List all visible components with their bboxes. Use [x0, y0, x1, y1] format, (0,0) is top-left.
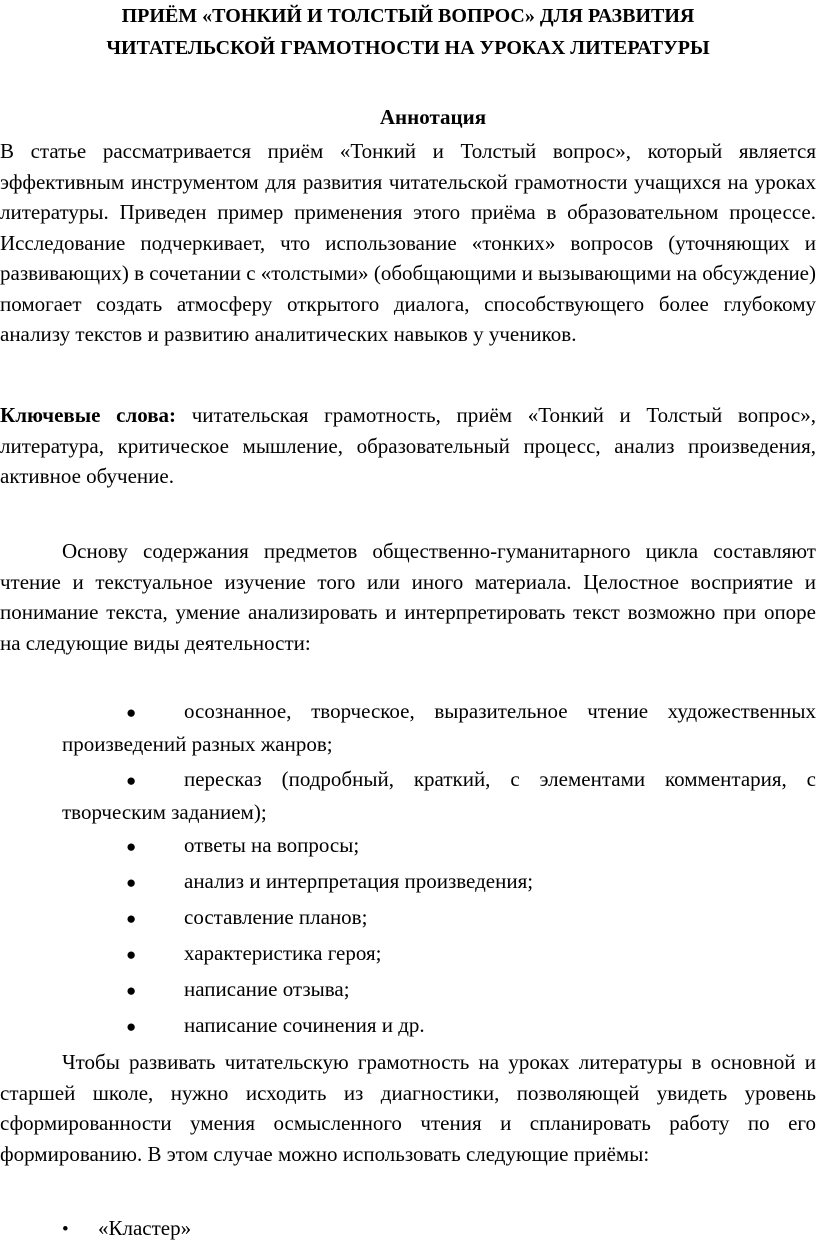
- activity-text: ответы на вопросы;: [184, 833, 360, 857]
- bullet-dot-icon: ●: [126, 909, 137, 928]
- bullet-dot-icon: ●: [126, 981, 137, 1000]
- activity-list-item: [62, 902, 816, 935]
- bullet-dot-icon: ●: [126, 873, 137, 892]
- technique-list-item: [62, 1213, 191, 1245]
- activity-text: анализ и интерпретация произведения;: [184, 869, 534, 893]
- annotation-heading: Аннотация: [379, 105, 487, 129]
- keywords-label: Ключевые слова:: [0, 403, 177, 427]
- article-title-line-1: ПРИЁМ «ТОНКИЙ И ТОЛСТЫЙ ВОПРОС» ДЛЯ РАЗВИТИЯ: [121, 5, 695, 27]
- activity-text: пересказ (подробный, краткий, с элементами комментария, с творческим заданием);: [62, 767, 816, 824]
- bullet-small-icon: •: [62, 1219, 69, 1240]
- activity-text: составление планов;: [184, 905, 368, 929]
- bullet-dot-icon: ●: [126, 945, 137, 964]
- technique-text: «Кластер»: [98, 1216, 192, 1240]
- activity-list-item: [62, 866, 816, 899]
- bullet-dot-icon: ●: [126, 1017, 137, 1036]
- outro-paragraph: Чтобы развивать читательскую грамотность на уроках литературы в основной и старшей школе, нужно исходить из диагностики, позволяющей увидеть уровень сформированности умения осмысленного чтения и спланировать работу по его формированию. В этом случае можно использовать следующие приёмы:: [0, 1050, 816, 1166]
- bullet-dot-icon: ●: [126, 771, 137, 790]
- activity-list-item: [62, 938, 816, 971]
- annotation-text: В статье рассматривается приём «Тонкий и Толстый вопрос», который является эффективным инструментом для развития читательской грамотности учащихся на уроках литературы. Приведен пример применения этого приёма в образовательном процессе. Исследование подчеркивает, что использование «тонких» вопросов (уточняющих и развивающих) в сочетании с «толстыми» (обобщающими и вызывающими на обсуждение) помогает создать атмосферу открытого диалога, способствующего более глубокому анализу текстов и развитию аналитических навыков у учеников.: [0, 139, 816, 346]
- activity-text: написание отзыва;: [184, 977, 350, 1001]
- activity-list-item: [62, 974, 816, 1007]
- activity-list-item: [62, 830, 816, 863]
- activity-list-item: [62, 764, 816, 827]
- keywords-paragraph: [0, 400, 816, 492]
- activity-list-item: [62, 696, 816, 759]
- activity-text: написание сочинения и др.: [184, 1013, 425, 1037]
- activity-text: осознанное, творческое, выразительное чтение художественных произведений разных жанров;: [62, 699, 816, 756]
- bullet-dot-icon: ●: [126, 837, 137, 856]
- bullet-dot-icon: ●: [126, 703, 137, 722]
- keywords-text: читательская грамотность, приём «Тонкий и Толстый вопрос», литература, критическое мышление, образовательный процесс, анализ произведения, активное обучение.: [0, 403, 816, 488]
- activity-list-item: [62, 1010, 816, 1043]
- intro-paragraph: Основу содержания предметов общественно-гуманитарного цикла составляют чтение и текстуальное изучение того или иного материала. Целостное восприятие и понимание текста, умение анализировать и интерпретировать текст возможно при опоре на следующие виды деятельности:: [0, 539, 816, 655]
- activity-text: характеристика героя;: [184, 941, 382, 965]
- article-title-line-2: ЧИТАТЕЛЬСКОЙ ГРАМОТНОСТИ НА УРОКАХ ЛИТЕРАТУРЫ: [106, 37, 710, 59]
